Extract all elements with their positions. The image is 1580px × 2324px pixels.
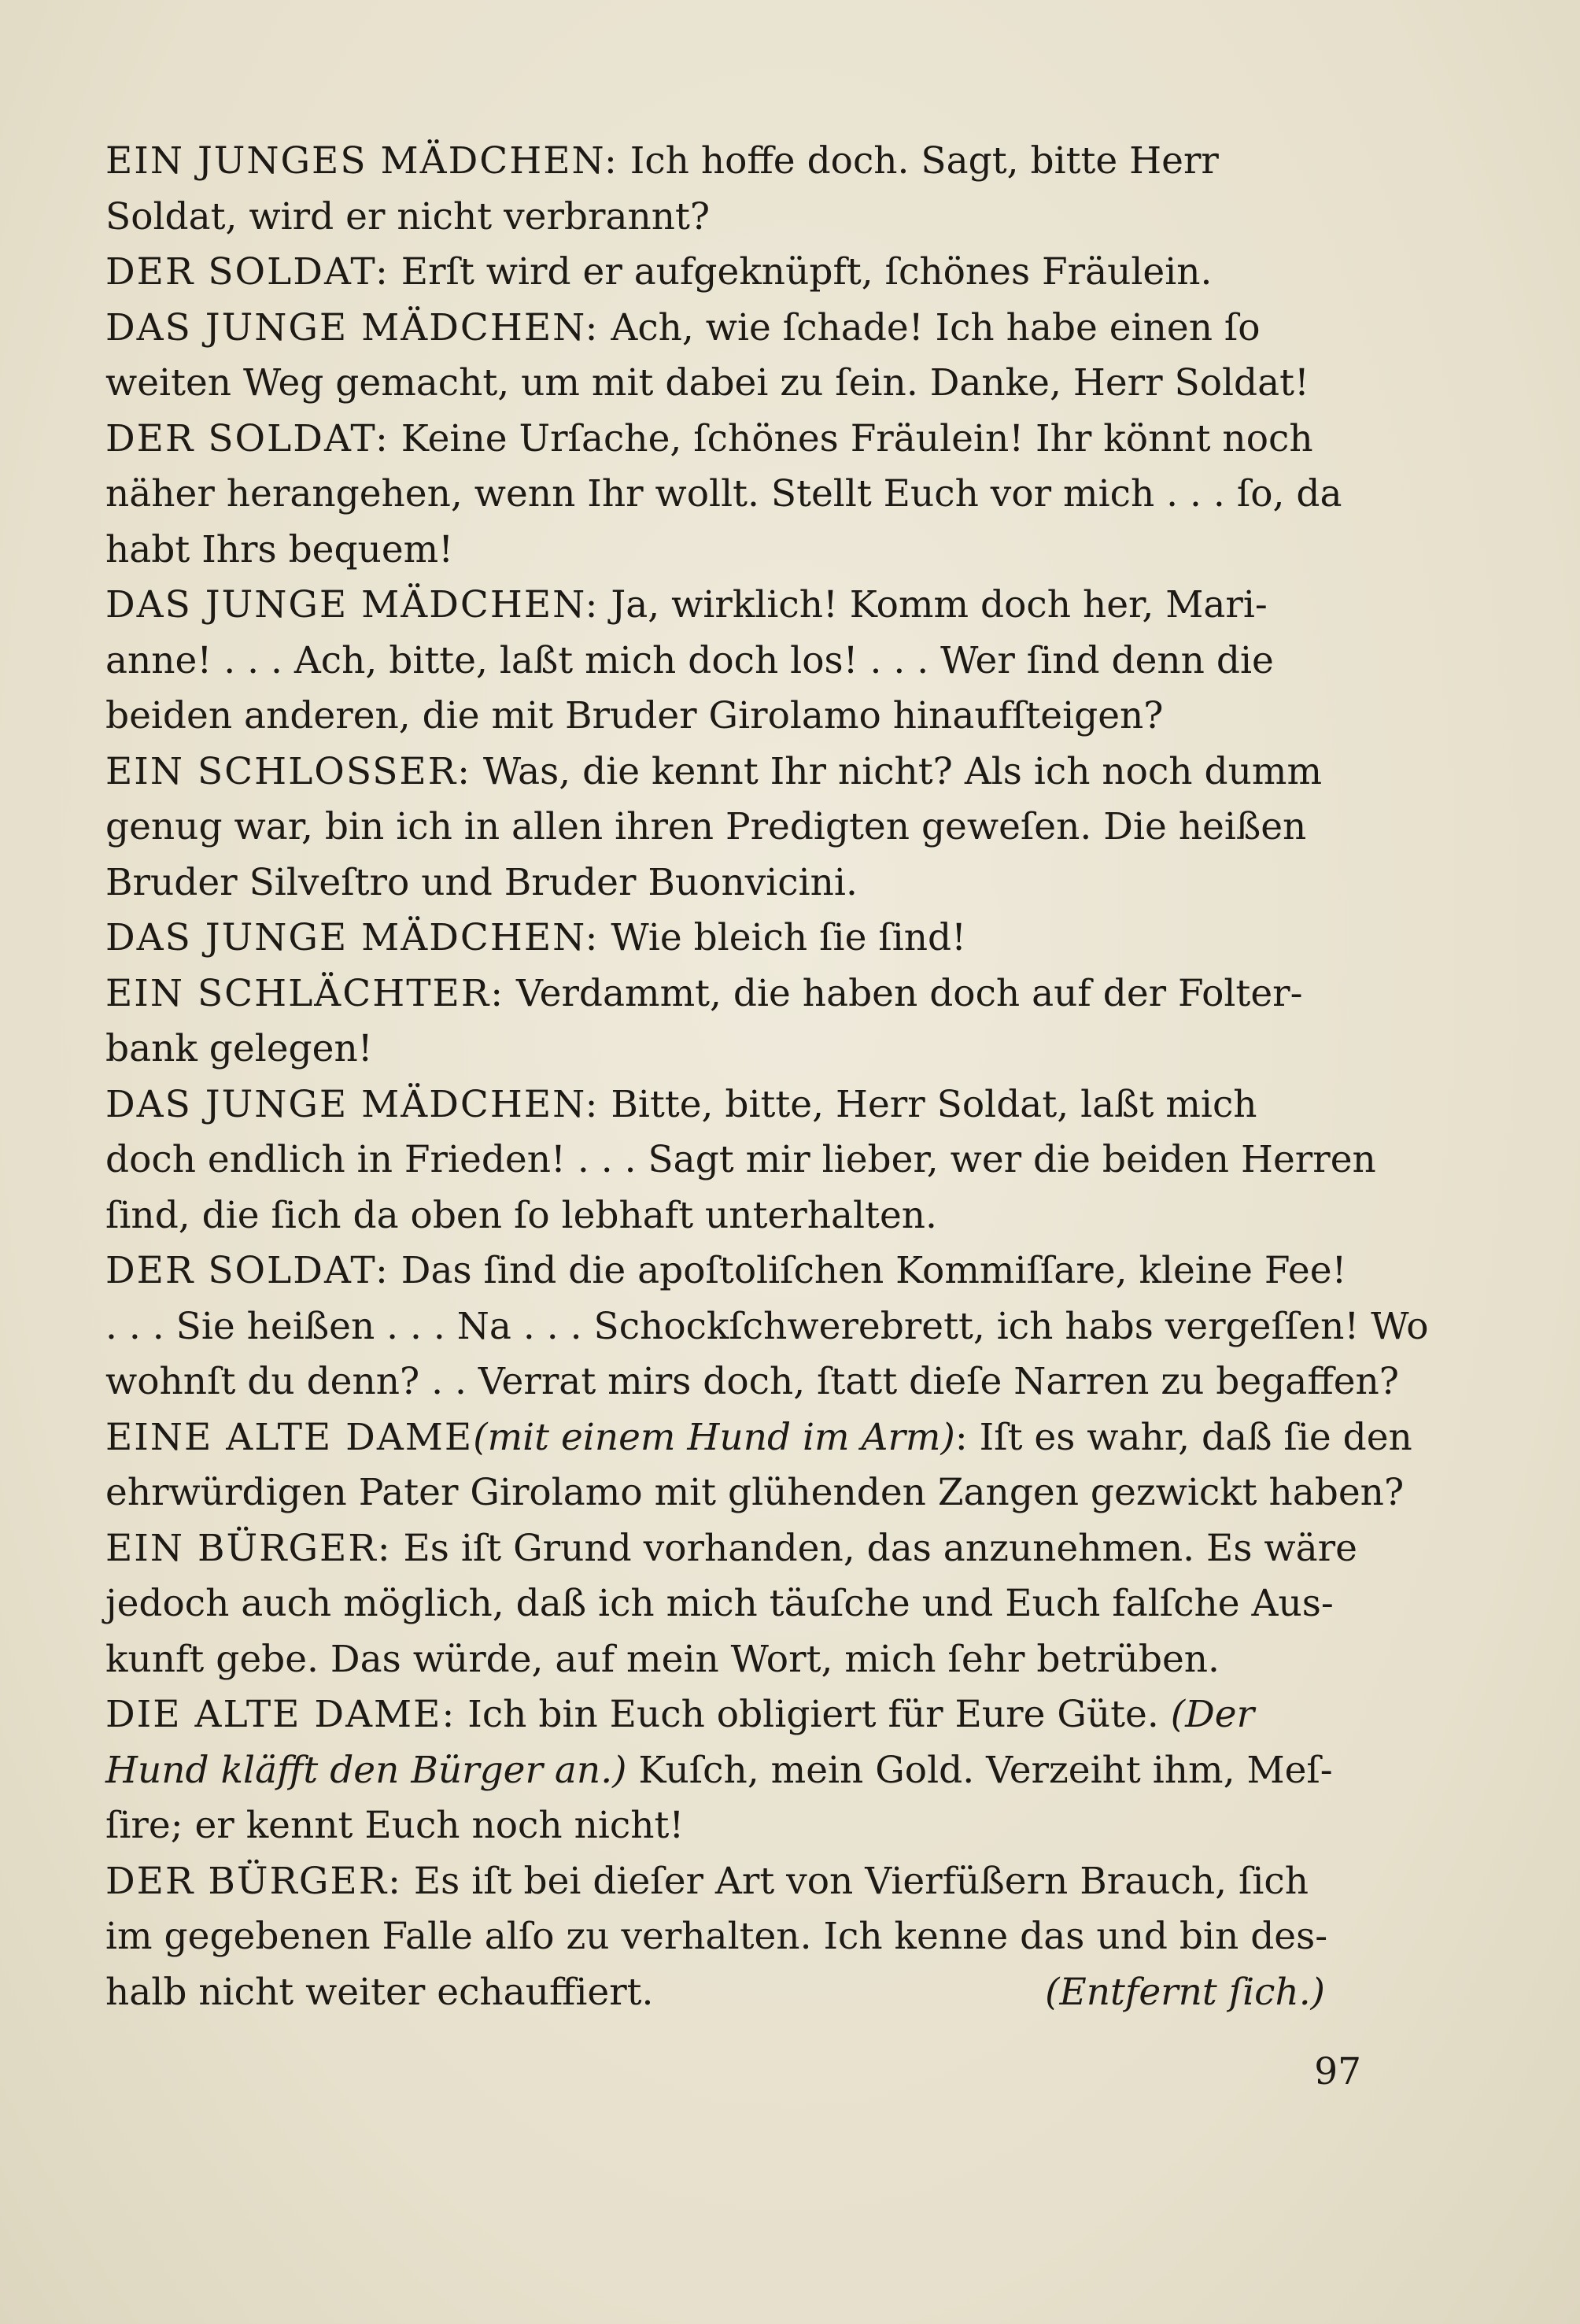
text-line bbox=[105, 190, 1357, 246]
dialogue-text: : Iſt es wahr, daß ſie den bbox=[954, 1415, 1412, 1459]
dialogue-text: kunft gebe. Das würde, auf mein Wort, mich ſehr betrüben. bbox=[105, 1637, 1220, 1681]
dialogue-text: Ach, wie ſchade! Ich habe einen ſo bbox=[599, 305, 1261, 349]
dialogue-text: Es iſt bei dieſer Art von Vierfüßern Brauch, ſich bbox=[401, 1859, 1309, 1903]
text-line bbox=[105, 1909, 1357, 1965]
dialogue-text: Das ſind die apoſtoliſchen Kommiſſare, kleine Fee! bbox=[389, 1249, 1347, 1292]
text-line bbox=[105, 412, 1357, 467]
speaker-name: DER SOLDAT: bbox=[105, 1249, 389, 1292]
dialogue-text: Ich hoffe doch. Sagt, bitte Herr bbox=[618, 139, 1219, 183]
dialogue-text: Erſt wird er aufgeknüpft, ſchönes Fräulein. bbox=[389, 250, 1213, 294]
dialogue-text: . . . Sie heißen . . . Na . . . Schockſchwerebrett, ich habs vergeſſen! Wo bbox=[105, 1304, 1429, 1348]
speaker-name: EIN BÜRGER: bbox=[105, 1526, 392, 1570]
text-line bbox=[105, 1521, 1357, 1577]
text-line bbox=[105, 1132, 1376, 1188]
speaker-name: EINE ALTE DAME bbox=[105, 1415, 474, 1459]
dialogue-text: Soldat, wird er nicht verbrannt? bbox=[105, 194, 711, 238]
text-line bbox=[105, 911, 1357, 966]
speaker-name: EIN SCHLOSSER: bbox=[105, 749, 471, 793]
dialogue-text: Es iſt Grund vorhanden, das anzunehmen. Es wäre bbox=[391, 1526, 1357, 1570]
play-text bbox=[105, 134, 1429, 2020]
speaker-name: DIE ALTE DAME: bbox=[105, 1693, 456, 1736]
text-line bbox=[105, 1576, 1357, 1632]
speaker-name: EIN SCHLÄCHTER: bbox=[105, 971, 505, 1015]
dialogue-text: im gegebenen Falle alſo zu verhalten. Ich kenne das und bin des- bbox=[105, 1915, 1328, 1958]
dialogue-text: weiten Weg gemacht, um mit dabei zu ſein. Danke, Herr Soldat! bbox=[105, 361, 1309, 405]
text-line bbox=[105, 134, 1357, 190]
text-line bbox=[105, 1299, 1429, 1355]
text-line bbox=[105, 1854, 1357, 1910]
dialogue-text: näher herangehen, wenn Ihr wollt. Stellt Euch vor mich . . . ſo, da bbox=[105, 472, 1342, 515]
dialogue-text: ſind, die ſich da oben ſo lebhaft unterhalten. bbox=[105, 1193, 937, 1237]
dialogue-text: Ja, wirklich! Komm doch her, Mari- bbox=[599, 583, 1268, 626]
text-line bbox=[105, 1965, 1357, 2021]
dialogue-text: Bitte, bitte, Herr Soldat, laßt mich bbox=[599, 1082, 1257, 1126]
text-line bbox=[105, 245, 1357, 301]
text-line bbox=[105, 966, 1357, 1022]
dialogue-text: Ich bin Euch obligiert für Eure Güte. bbox=[456, 1693, 1171, 1736]
stage-direction: (Der bbox=[1170, 1693, 1255, 1736]
dialogue-text: ehrwürdigen Pater Girolamo mit glühenden Zangen gezwickt haben? bbox=[105, 1471, 1405, 1514]
text-line bbox=[105, 855, 1357, 911]
text-line bbox=[105, 1687, 1357, 1743]
text-line bbox=[105, 578, 1357, 634]
dialogue-text: Was, die kennt Ihr nicht? Als ich noch dumm bbox=[471, 749, 1323, 793]
stage-direction: (Entfernt ſich.) bbox=[1045, 1970, 1325, 2014]
text-line bbox=[105, 800, 1357, 855]
text-line bbox=[105, 1354, 1399, 1410]
speaker-name: DER BÜRGER: bbox=[105, 1859, 402, 1903]
dialogue-text: wohnſt du denn? . . Verrat mirs doch, ſtatt dieſe Narren zu begaffen? bbox=[105, 1360, 1399, 1403]
text-line bbox=[105, 1243, 1357, 1299]
dialogue-text: Bruder Silveſtro und Bruder Buonvicini. bbox=[105, 860, 858, 904]
text-line bbox=[105, 1798, 1357, 1854]
dialogue-text: beiden anderen, die mit Bruder Girolamo hinaufſteigen? bbox=[105, 694, 1164, 737]
text-line bbox=[105, 523, 1357, 578]
dialogue-text: ſire; er kennt Euch noch nicht! bbox=[105, 1804, 685, 1847]
text-line bbox=[105, 1632, 1357, 1688]
text-line bbox=[105, 301, 1357, 357]
dialogue-text: Verdammt, die haben doch auf der Folter- bbox=[504, 971, 1303, 1015]
speaker-name: DAS JUNGE MÄDCHEN: bbox=[105, 1082, 600, 1126]
dialogue-text: jedoch auch möglich, daß ich mich täuſche und Euch falſche Aus- bbox=[105, 1582, 1334, 1625]
dialogue-text: Wie bleich ſie ſind! bbox=[599, 916, 966, 959]
dialogue-text: habt Ihrs bequem! bbox=[105, 527, 454, 571]
dialogue-text: genug war, bin ich in allen ihren Predigten geweſen. Die heißen bbox=[105, 805, 1307, 848]
speaker-name: DER SOLDAT: bbox=[105, 416, 389, 460]
dialogue-text: bank gelegen! bbox=[105, 1027, 373, 1070]
dialogue-text: Keine Urſache, ſchönes Fräulein! Ihr könnt noch bbox=[389, 416, 1313, 460]
speaker-name: DAS JUNGE MÄDCHEN: bbox=[105, 583, 600, 626]
dialogue-text: anne! . . . Ach, bitte, laßt mich doch los! . . . Wer ſind denn die bbox=[105, 638, 1274, 682]
text-line bbox=[105, 1022, 1357, 1077]
speaker-name: DAS JUNGE MÄDCHEN: bbox=[105, 916, 600, 959]
text-line bbox=[105, 1077, 1357, 1133]
dialogue-text: Kuſch, mein Gold. Verzeiht ihm, Meſ- bbox=[626, 1748, 1333, 1792]
speaker-name: DAS JUNGE MÄDCHEN: bbox=[105, 305, 600, 349]
stage-direction: (mit einem Hund im Arm) bbox=[473, 1415, 955, 1459]
text-line bbox=[105, 634, 1357, 689]
text-line bbox=[105, 1188, 1357, 1244]
text-line bbox=[105, 467, 1357, 523]
text-line bbox=[105, 1743, 1357, 1799]
text-line bbox=[105, 689, 1357, 744]
text-line bbox=[105, 1410, 1412, 1466]
text-line bbox=[105, 744, 1357, 800]
page-number: 97 bbox=[1314, 2050, 1361, 2093]
speaker-name: EIN JUNGES MÄDCHEN: bbox=[105, 139, 618, 183]
speaker-name: DER SOLDAT: bbox=[105, 250, 389, 294]
stage-direction: Hund kläfft den Bürger an.) bbox=[105, 1748, 627, 1792]
text-line bbox=[105, 356, 1357, 412]
text-line bbox=[105, 1465, 1405, 1521]
dialogue-text: halb nicht weiter echauffiert. bbox=[105, 1970, 654, 2014]
dialogue-text: doch endlich in Frieden! . . . Sagt mir lieber, wer die beiden Herren bbox=[105, 1138, 1376, 1181]
